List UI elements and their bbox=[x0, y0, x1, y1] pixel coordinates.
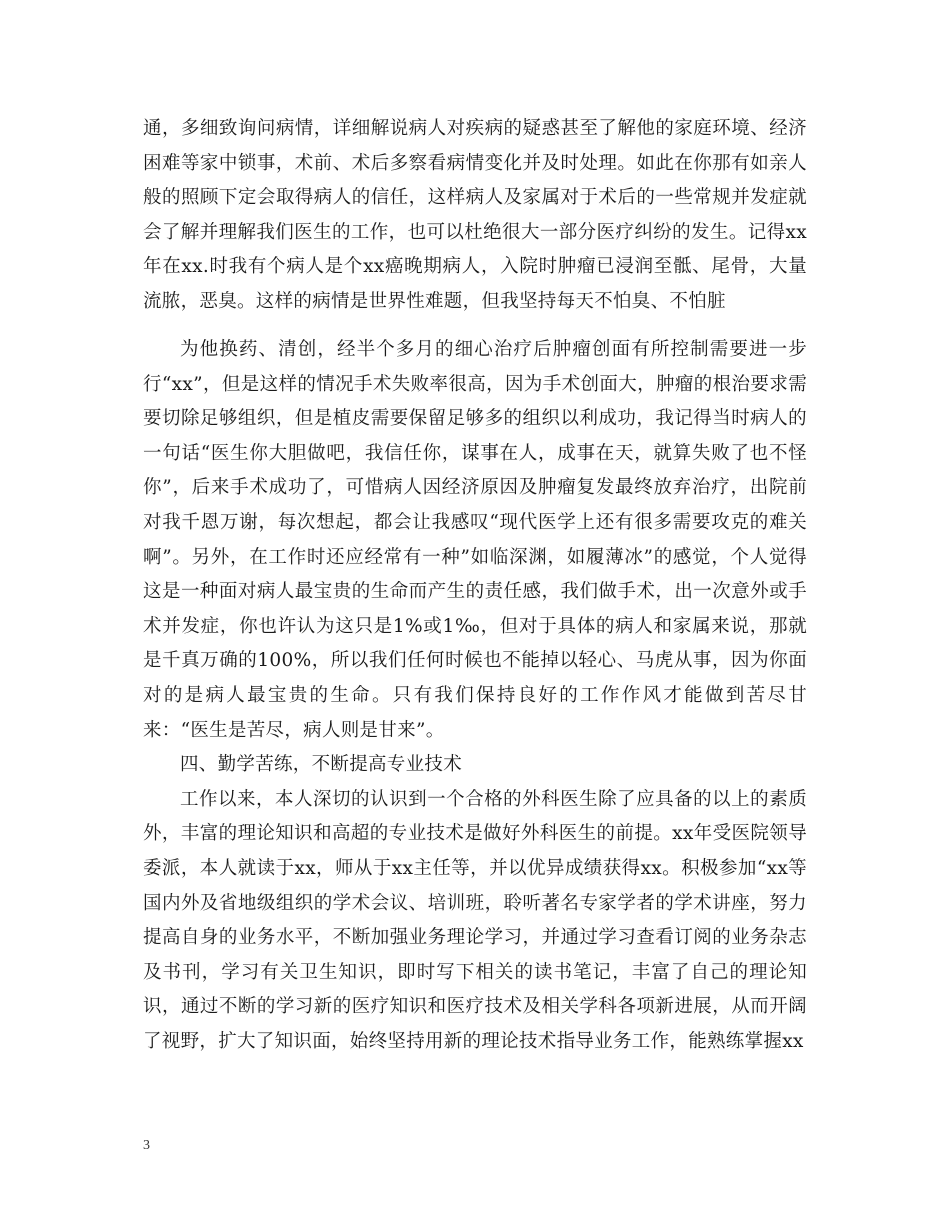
continuation-paragraph: 通，多细致询问病情，详细解说病人对疾病的疑惑甚至了解他的家庭环境、经济困难等家中锁事，术前、术后多察看病情变化并及时处理。如此在你那有如亲人般的照顾下定会取得病人的信任，这样病人及家属对于术后的一些常规并发症就会了解并理解我们医生的工作，也可以杜绝很大一部分医疗纠纷的发生。记得xx年在xx.时我有个病人是个xx癌晚期病人，入院时肿瘤已浸润至骶、尾骨，大量流脓，恶臭。这样的病情是世界性难题，但我坚持每天不怕臭、不怕脏 bbox=[143, 118, 807, 312]
section-heading: 四、勤学苦练，不断提高专业技术 bbox=[180, 754, 463, 776]
body-text-top bbox=[143, 112, 807, 320]
paragraph-3: 工作以来，本人深切的认识到一个合格的外科医生除了应具备的以上的素质外，丰富的理论知识和高超的专业技术是做好外科医生的前提。xx年受医院领导委派，本人就读于xx，师从于xx主任等，并以优异成绩获得xx。积极参加“xx等国内外及省地级组织的学术会议、培训班，聆听著名专家学者的学术讲座，努力提高自身的业务水平，不断加强业务理论学习，并通过学习查看订阅的业务杂志及书刊，学习有关卫生知识，即时写下相关的读书笔记，丰富了自己的理论知识，通过不断的学习新的医疗知识和医疗技术及相关学科各项新进展，从而开阔了视野，扩大了知识面，始终坚持用新的理论技术指导业务工作，能熟练掌握xx bbox=[143, 788, 807, 1052]
page-number: 3 bbox=[143, 1138, 150, 1153]
body-text-main bbox=[143, 333, 807, 1059]
paragraph-2: 为他换药、清创，经半个多月的细心治疗后肿瘤创面有所控制需要进一步行“xx”，但是这样的情况手术失败率很高，因为手术创面大，肿瘤的根治要求需要切除足够组织，但是植皮需要保留足够多的组织以利成功，我记得当时病人的一句话“医生你大胆做吧，我信任你，谋事在人，成事在天，就算失败了也不怪你”，后来手术成功了，可惜病人因经济原因及肿瘤复发最终放弃治疗，出院前对我千恩万谢，每次想起，都会让我感叹“现代医学上还有很多需要攻克的难关啊”。另外，在工作时还应经常有一种”如临深渊，如履薄冰”的感觉，个人觉得这是一种面对病人最宝贵的生命而产生的责任感，我们做手术，出一次意外或手术并发症，你也许认为这只是1%或1‰，但对于具体的病人和家属来说，那就是千真万确的100%，所以我们任何时候也不能掉以轻心、马虎从事，因为你面对的是病人最宝贵的生命。只有我们保持良好的工作作风才能做到苦尽甘来：“医生是苦尽，病人则是甘来”。 bbox=[143, 339, 807, 741]
